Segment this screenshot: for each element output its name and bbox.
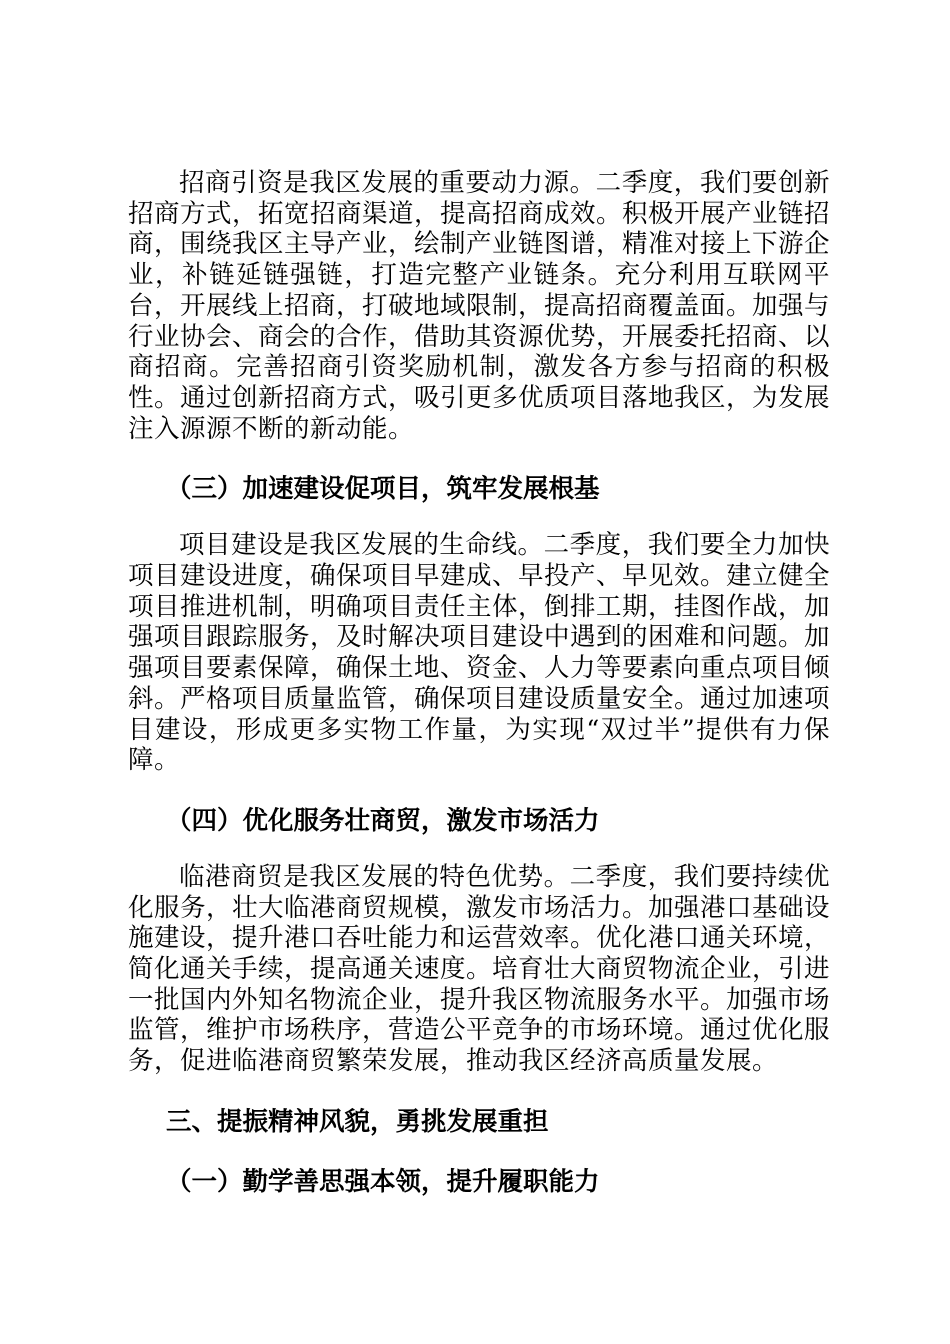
document-body <box>128 168 830 1197</box>
section-heading-spirit: 三、提振精神风貌，勇挑发展重担 <box>166 1106 549 1137</box>
paragraph-investment: 招商引资是我区发展的重要动力源。二季度，我们要创新招商方式，拓宽招商渠道，提高招商成效。积极开展产业链招商，围绕我区主导产业，绘制产业链图谱，精准对接上下游企业，补链延链强链，打造完整产业链条。充分利用互联网平台，开展线上招商，打破地域限制，提高招商覆盖面。加强与行业协会、商会的合作，借助其资源优势，开展委托招商、以商招商。完善招商引资奖励机制，激发各方参与招商的积极性。通过创新招商方式，吸引更多优质项目落地我区，为发展注入源源不断的新动能。 <box>128 168 831 444</box>
heading-projects: （三）加速建设促项目，筑牢发展根基 <box>166 474 600 505</box>
paragraph-commerce: 临港商贸是我区发展的特色优势。二季度，我们要持续优化服务，壮大临港商贸规模，激发市场活力。加强港口基础设施建设，提升港口吞吐能力和运营效率。优化港口通关环境，简化通关手续，提高通关速度。培育壮大商贸物流企业，引进一批国内外知名物流企业，提升我区物流服务水平。加强市场监管，维护市场秩序，营造公平竞争的市场环境。通过优化服务，促进临港商贸繁荣发展，推动我区经济高质量发展。 <box>128 861 831 1077</box>
heading-commerce: （四）优化服务壮商贸，激发市场活力 <box>166 805 600 836</box>
paragraph-projects: 项目建设是我区发展的生命线。二季度，我们要全力加快项目建设进度，确保项目早建成、早投产、早见效。建立健全项目推进机制，明确项目责任主体，倒排工期，挂图作战，加强项目跟踪服务，及时解决项目建设中遇到的困难和问题。加强项目要素保障，确保土地、资金、人力等要素向重点项目倾斜。严格项目质量监管，确保项目建设质量安全。通过加速项目建设，形成更多实物工作量，为实现“双过半”提供有力保障。 <box>128 530 831 776</box>
heading-learning: （一）勤学善思强本领，提升履职能力 <box>166 1166 600 1197</box>
